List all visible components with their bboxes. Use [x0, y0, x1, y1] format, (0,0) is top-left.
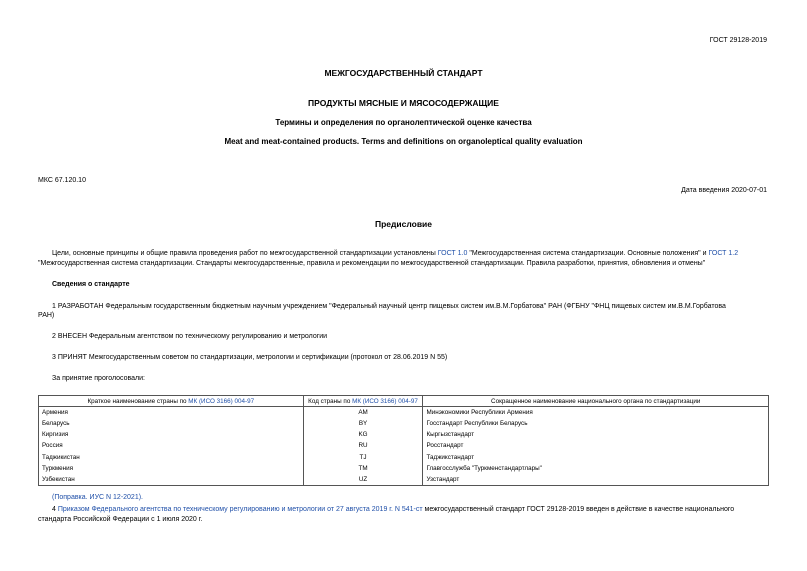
- gost-1-2-link[interactable]: ГОСТ 1.2: [708, 250, 739, 257]
- body-cell: Росстандарт: [423, 440, 769, 451]
- item4-text: межгосударственный стандарт ГОСТ 29128-2019 введен в действие в качестве национального: [422, 506, 735, 513]
- header-code: [303, 396, 423, 407]
- item1-line1: 1 РАЗРАБОТАН Федеральным государственным бюджетным научным учреждением "Федеральный научный центр пищевых систем им.В.М.Горбатова" РАН (ФГБНУ "ФНЦ пищевых систем им.В.М.Горбатова: [52, 303, 726, 310]
- document-title: ПРОДУКТЫ МЯСНЫЕ И МЯСОСОДЕРЖАЩИЕ: [308, 98, 499, 108]
- order-link[interactable]: Приказом Федерального агентства по техническому регулированию и метрологии от 27 августа 2019 г. N 541-ст: [57, 506, 423, 513]
- mks-code: МКС 67.120.10: [38, 177, 86, 184]
- country-cell: Армения: [39, 407, 304, 418]
- table-row: [39, 474, 769, 485]
- country-cell: Туркмения: [39, 463, 304, 474]
- country-cell: Узбекистан: [39, 474, 304, 485]
- table-row: [39, 418, 769, 429]
- header-body: Сокращенное наименование национального органа по стандартизации: [423, 396, 769, 407]
- doc-code: ГОСТ 29128-2019: [709, 37, 767, 44]
- header-country: [39, 396, 304, 407]
- subtitle-en: Meat and meat-contained products. Terms and definitions on organoleptical quality evaluation: [224, 137, 583, 146]
- item1-line2: РАН): [38, 312, 55, 319]
- amendment-link[interactable]: (Поправка. ИУС N 12-2021).: [52, 494, 143, 501]
- preface-text: Цели, основные принципы и общие правила проведения работ по межгосударственной стандартизации установлены: [52, 250, 438, 257]
- header-text: Краткое наименование страны по: [87, 397, 189, 405]
- code-cell: RU: [303, 440, 423, 451]
- table-header-row: [39, 396, 769, 407]
- table-row: [39, 429, 769, 440]
- preface-paragraph-line2: "Межгосударственная система стандартизации. Стандарты межгосударственные, правила и рекомендации по межгосударственной стандартизации. Правила разработки, принятия, обновления и отмены": [38, 260, 706, 267]
- body-cell: Минэкономики Республики Армения: [423, 407, 769, 418]
- item2: 2 ВНЕСЕН Федеральным агентством по техническому регулированию и метрологии: [52, 333, 328, 340]
- table-row: [39, 451, 769, 462]
- code-cell: AM: [303, 407, 423, 418]
- code-cell: KG: [303, 429, 423, 440]
- code-cell: TJ: [303, 451, 423, 462]
- body-cell: Кыргызстандарт: [423, 429, 769, 440]
- body-cell: Узстандарт: [423, 474, 769, 485]
- country-cell: Киргизия: [39, 429, 304, 440]
- code-cell: BY: [303, 418, 423, 429]
- countries-table: [38, 395, 769, 486]
- item3: 3 ПРИНЯТ Межгосударственным советом по стандартизации, метрологии и сертификации (протокол от 28.06.2019 N 55): [52, 354, 448, 361]
- body-cell: Главгосслужба "Туркменстандартлары": [423, 463, 769, 474]
- item4-number: 4: [52, 506, 58, 513]
- item4-line2: стандарта Российской Федерации с 1 июля 2020 г.: [38, 516, 203, 523]
- country-cell: Россия: [39, 440, 304, 451]
- code-cell: UZ: [303, 474, 423, 485]
- mk-iso-link[interactable]: МК (ИСО 3166) 004-97: [352, 397, 418, 405]
- country-cell: Беларусь: [39, 418, 304, 429]
- country-cell: Таджикистан: [39, 451, 304, 462]
- body-cell: Таджикстандарт: [423, 451, 769, 462]
- table-row: [39, 440, 769, 451]
- preface-text: "Межгосударственная система стандартизации. Основные положения" и: [467, 250, 709, 257]
- code-cell: TM: [303, 463, 423, 474]
- item4-line1: [52, 505, 734, 515]
- gost-1-0-link[interactable]: ГОСТ 1.0: [437, 250, 468, 257]
- subtitle-ru: Термины и определения по органолептической оценке качества: [275, 118, 532, 127]
- preface-paragraph-line1: [52, 249, 738, 259]
- info-heading: Сведения о стандарте: [52, 281, 130, 288]
- table-row: [39, 407, 769, 418]
- intro-date: Дата введения 2020-07-01: [681, 187, 767, 194]
- table-row: [39, 463, 769, 474]
- body-cell: Госстандарт Республики Беларусь: [423, 418, 769, 429]
- voted-label: За принятие проголосовали:: [52, 375, 145, 382]
- header-text: Код страны по: [308, 397, 353, 405]
- mk-iso-link[interactable]: МК (ИСО 3166) 004-97: [188, 397, 255, 405]
- standard-type: МЕЖГОСУДАРСТВЕННЫЙ СТАНДАРТ: [324, 68, 483, 78]
- preface-title: Предисловие: [374, 219, 433, 229]
